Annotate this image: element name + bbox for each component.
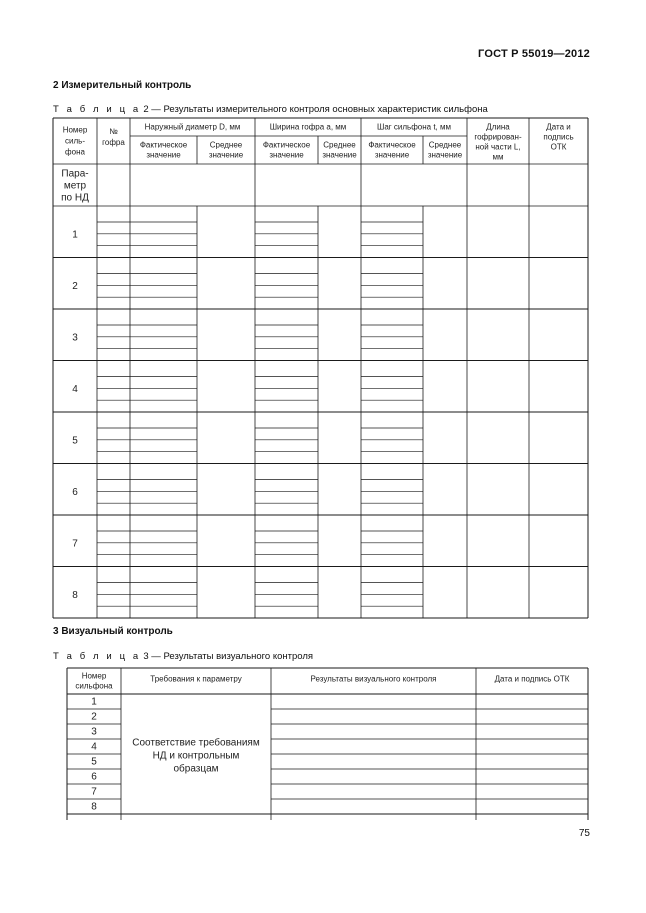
section-3-title: 3 Визуальный контроль [53,626,173,637]
table-2-header-bellows-number: Номер [62,125,88,135]
table-2-subheader-actual: значение [269,150,304,160]
table-2-bellows-number: 7 [72,538,78,550]
table-2-header-outer-diameter: Наружный диаметр D, мм [144,122,241,132]
table-3-header-signature: Дата и подпись ОТК [494,674,570,684]
table-3-bellows-number: 2 [91,711,97,723]
table-2-subheader-average: Среднее [209,140,243,150]
table-3-bellows-number: 3 [91,726,97,738]
table-2-subheader-actual: Фактическое [139,140,188,150]
table-2-bellows-number: 2 [72,280,78,292]
table-2-bellows-number: 5 [72,435,78,447]
table-2-header-corrugation-number: № [109,127,118,136]
table-2-header-pitch: Шаг сильфона t, мм [376,122,452,132]
table-2-subheader-average: Среднее [428,140,462,150]
table-2-header-signature: ОТК [550,142,567,152]
table-2-subheader-average: Среднее [323,140,356,150]
table-2-header-bellows-number: фона [65,147,85,157]
table-2-subheader-average: значение [427,150,463,160]
table-2-header-corrugation-number: гофра [102,138,125,147]
table-3-requirement-text: образцам [173,763,219,775]
table-2-bellows-number: 8 [72,589,78,601]
table-2-header-length: Длина [486,122,510,132]
table-3-requirement-text: НД и контрольным [152,750,240,762]
table-3-bellows-number: 5 [91,756,97,768]
table-2-subheader-actual: значение [374,150,410,160]
table-3-bellows-number: 4 [91,741,97,753]
table-2-header-length: мм [492,152,504,162]
table-3-header-results: Результаты визуального контроля [310,674,437,684]
table-3-header-number: сильфона [75,681,113,691]
table-3-header-requirements: Требования к параметру [150,674,242,684]
table-3-bellows-number: 8 [91,801,97,813]
table-2-header-signature: подпись [543,132,574,142]
table-2-param-row-label: Пара- [61,168,89,180]
table-3-bellows-number: 1 [91,696,97,708]
table-2-caption-prefix: Т а б л и ц а [53,104,141,115]
table-2-caption-text: 2 — Результаты измерительного контроля основных характеристик сильфона [140,104,488,115]
table-2-param-row-label: метр [63,180,87,192]
table-2-subheader-average: значение [322,150,357,160]
table-2-header-length: ной части L, [475,142,521,152]
table-2-bellows-number: 3 [72,332,78,344]
table-2-bellows-number: 4 [72,383,78,395]
table-2-subheader-actual: Фактическое [262,140,311,150]
table-2-subheader-actual: Фактическое [368,140,416,150]
table-2-subheader-average: значение [208,150,244,160]
table-2-header-length: гофрирован- [474,132,522,142]
section-2-title: 2 Измерительный контроль [53,80,192,91]
table-3-caption-text: 3 — Результаты визуального контроля [140,651,314,662]
table-3-bellows-number: 7 [91,786,97,798]
table-2-bellows-number: 6 [72,486,78,498]
table-2-header-signature: Дата и [546,122,571,132]
table-2-param-row-label: по НД [61,192,89,204]
table-2-subheader-actual: значение [146,150,181,160]
table-3-bellows-number: 6 [91,771,97,783]
table-2-header-corrugation-width: Ширина гофра a, мм [269,122,347,132]
page-number: 75 [578,828,590,839]
table-3-caption-prefix: Т а б л и ц а [53,651,141,662]
table-3-requirement-text: Соответствие требованиям [132,737,260,749]
table-3-header-number: Номер [81,671,107,681]
table-2-header-bellows-number: силь- [65,136,85,146]
document-standard-header: ГОСТ Р 55019—2012 [478,48,590,60]
table-2-bellows-number: 1 [72,229,78,241]
